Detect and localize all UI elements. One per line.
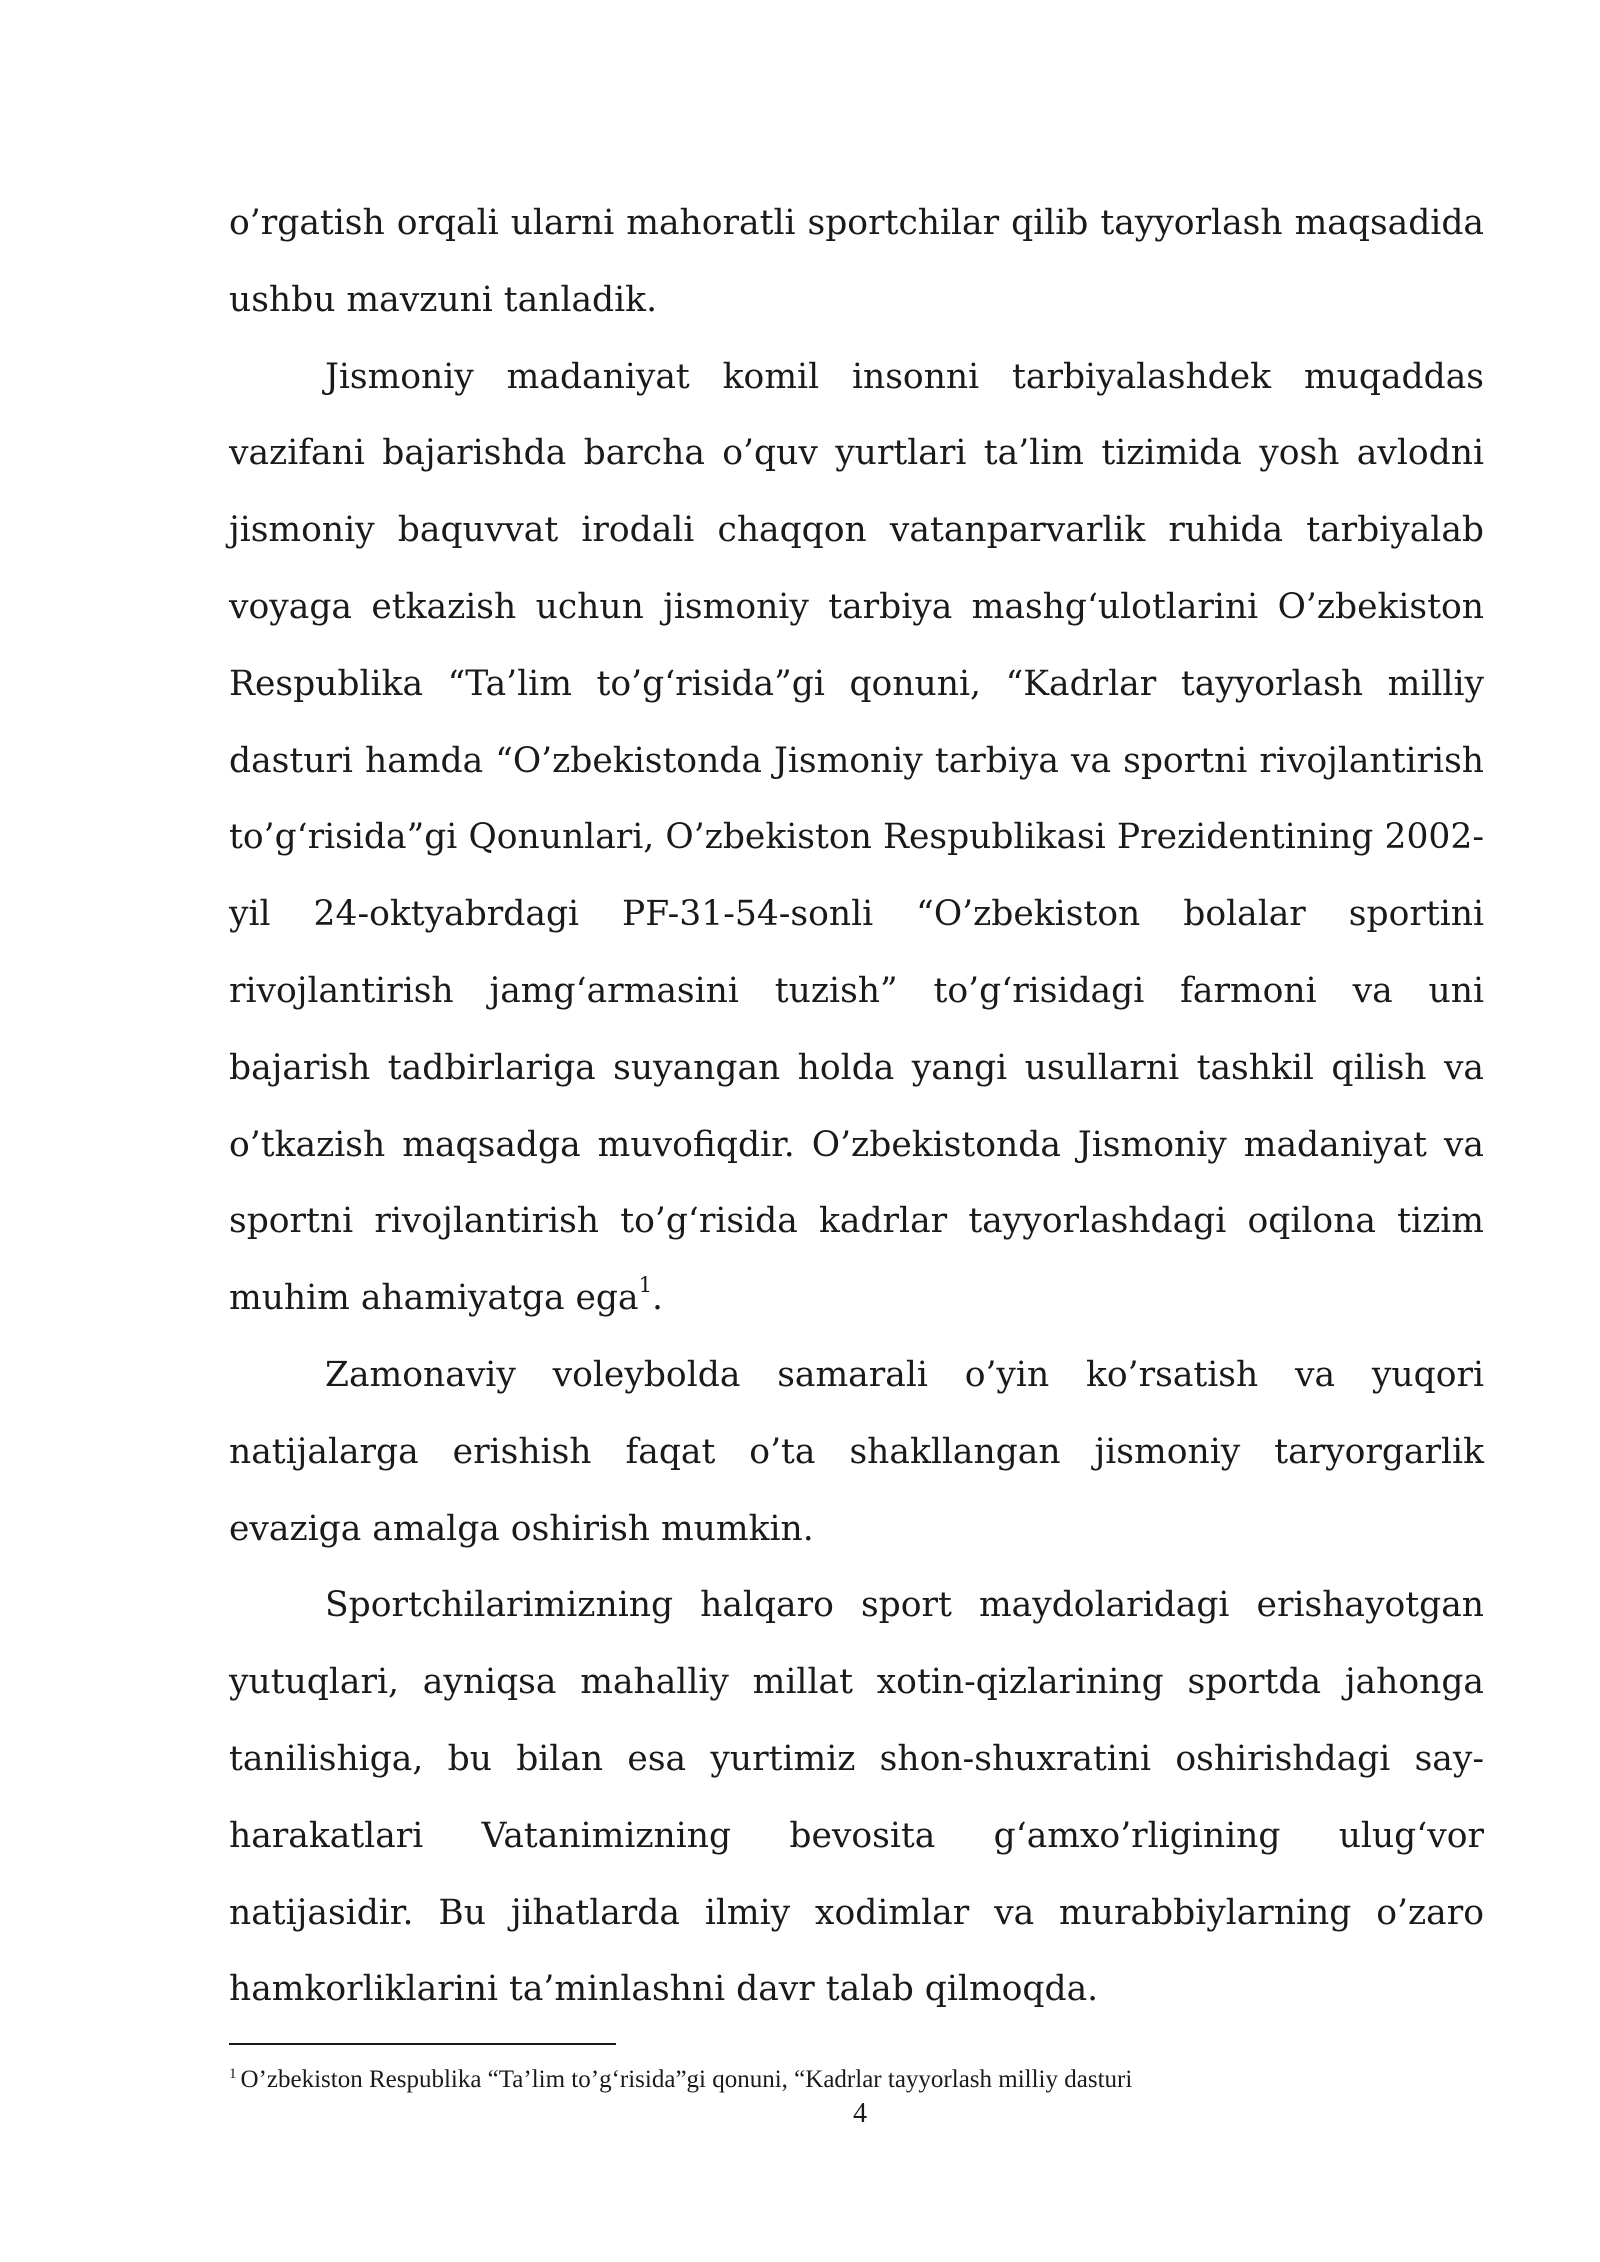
paragraph-3: [229, 1337, 1484, 1567]
paragraph-3-text: Zamonaviy voleybolda samarali o’yin ko’rsatish va yuqori natijalarga erishish faqat o’ta shakllangan jismoniy taryorgarlik evaziga amalga oshirish mumkin.: [229, 1354, 1484, 1549]
footnote-reference[interactable]: 1: [638, 1273, 652, 1298]
paragraph-2-text: Jismoniy madaniyat komil insonni tarbiyalashdek muqaddas vazifani bajarishda barcha o’quv yurtlari ta’lim tizimida yosh avlodni jismoniy baquvvat irodali chaqqon vatanparvarlik ruhida tarbiyalab voyaga etkazish uchun jismoniy tarbiya mashg‘ulotlarini O’zbekiston Respublika “Ta’lim to’g‘risida”gi qonuni, “Kadrlar tayyorlash milliy dasturi hamda “O’zbekistonda Jismoniy tarbiya va sportni rivojlantirish to’g‘risida”gi Qonunlari, O’zbekiston Respublikasi Prezidentining 2002- yil 24-oktyabrdagi PF-31-54-sonli “O’zbekiston bolalar sportini rivojlantirish jamg‘armasini tuzish” to’g‘risidagi farmoni va uni bajarish tadbirlariga suyangan holda yangi usullarni tashkil qilish va o’tkazish maqsadga muvofiqdir. O’zbekistonda Jismoniy madaniyat va sportni rivojlantirish to’g‘risida kadrlar tayyorlashdagi oqilona tizim muhim ahamiyatga ega: [229, 356, 1484, 1319]
footnote-text: O’zbekiston Respublika “Ta’lim to’g‘risida”gi qonuni, “Kadrlar tayyorlash milliy dasturi: [240, 2066, 1133, 2093]
paragraph-2-trailing: .: [651, 1278, 663, 1319]
page-number: 4: [853, 2098, 867, 2129]
paragraph-1-text: o’rgatish orqali ularni mahoratli sportchilar qilib tayyorlash maqsadida ushbu mavzuni tanladik.: [229, 203, 1484, 320]
paragraph-4-text: Sportchilarimizning halqaro sport maydolaridagi erishayotgan yutuqlari, ayniqsa mahalliy millat xotin-qizlarining sportda jahonga tanilishiga, bu bilan esa yurtimiz shon-shuxratini oshirishdagi say-harakatlari Vatanimizning bevosita g‘amxo’rligining ulug‘vor natijasidir. Bu jihatlarda ilmiy xodimlar va murabbiylarning o’zaro hamkorliklarini ta’minlashni davr talab qilmoqda.: [229, 1585, 1484, 2010]
paragraph-2: [229, 339, 1484, 1337]
paragraph-4: [229, 1567, 1484, 2028]
footnote: [229, 2064, 1489, 2096]
paragraph-1: [229, 185, 1484, 339]
footnote-marker: 1: [229, 2066, 237, 2082]
footnote-separator: [229, 2043, 616, 2045]
body-text: [229, 185, 1484, 2028]
